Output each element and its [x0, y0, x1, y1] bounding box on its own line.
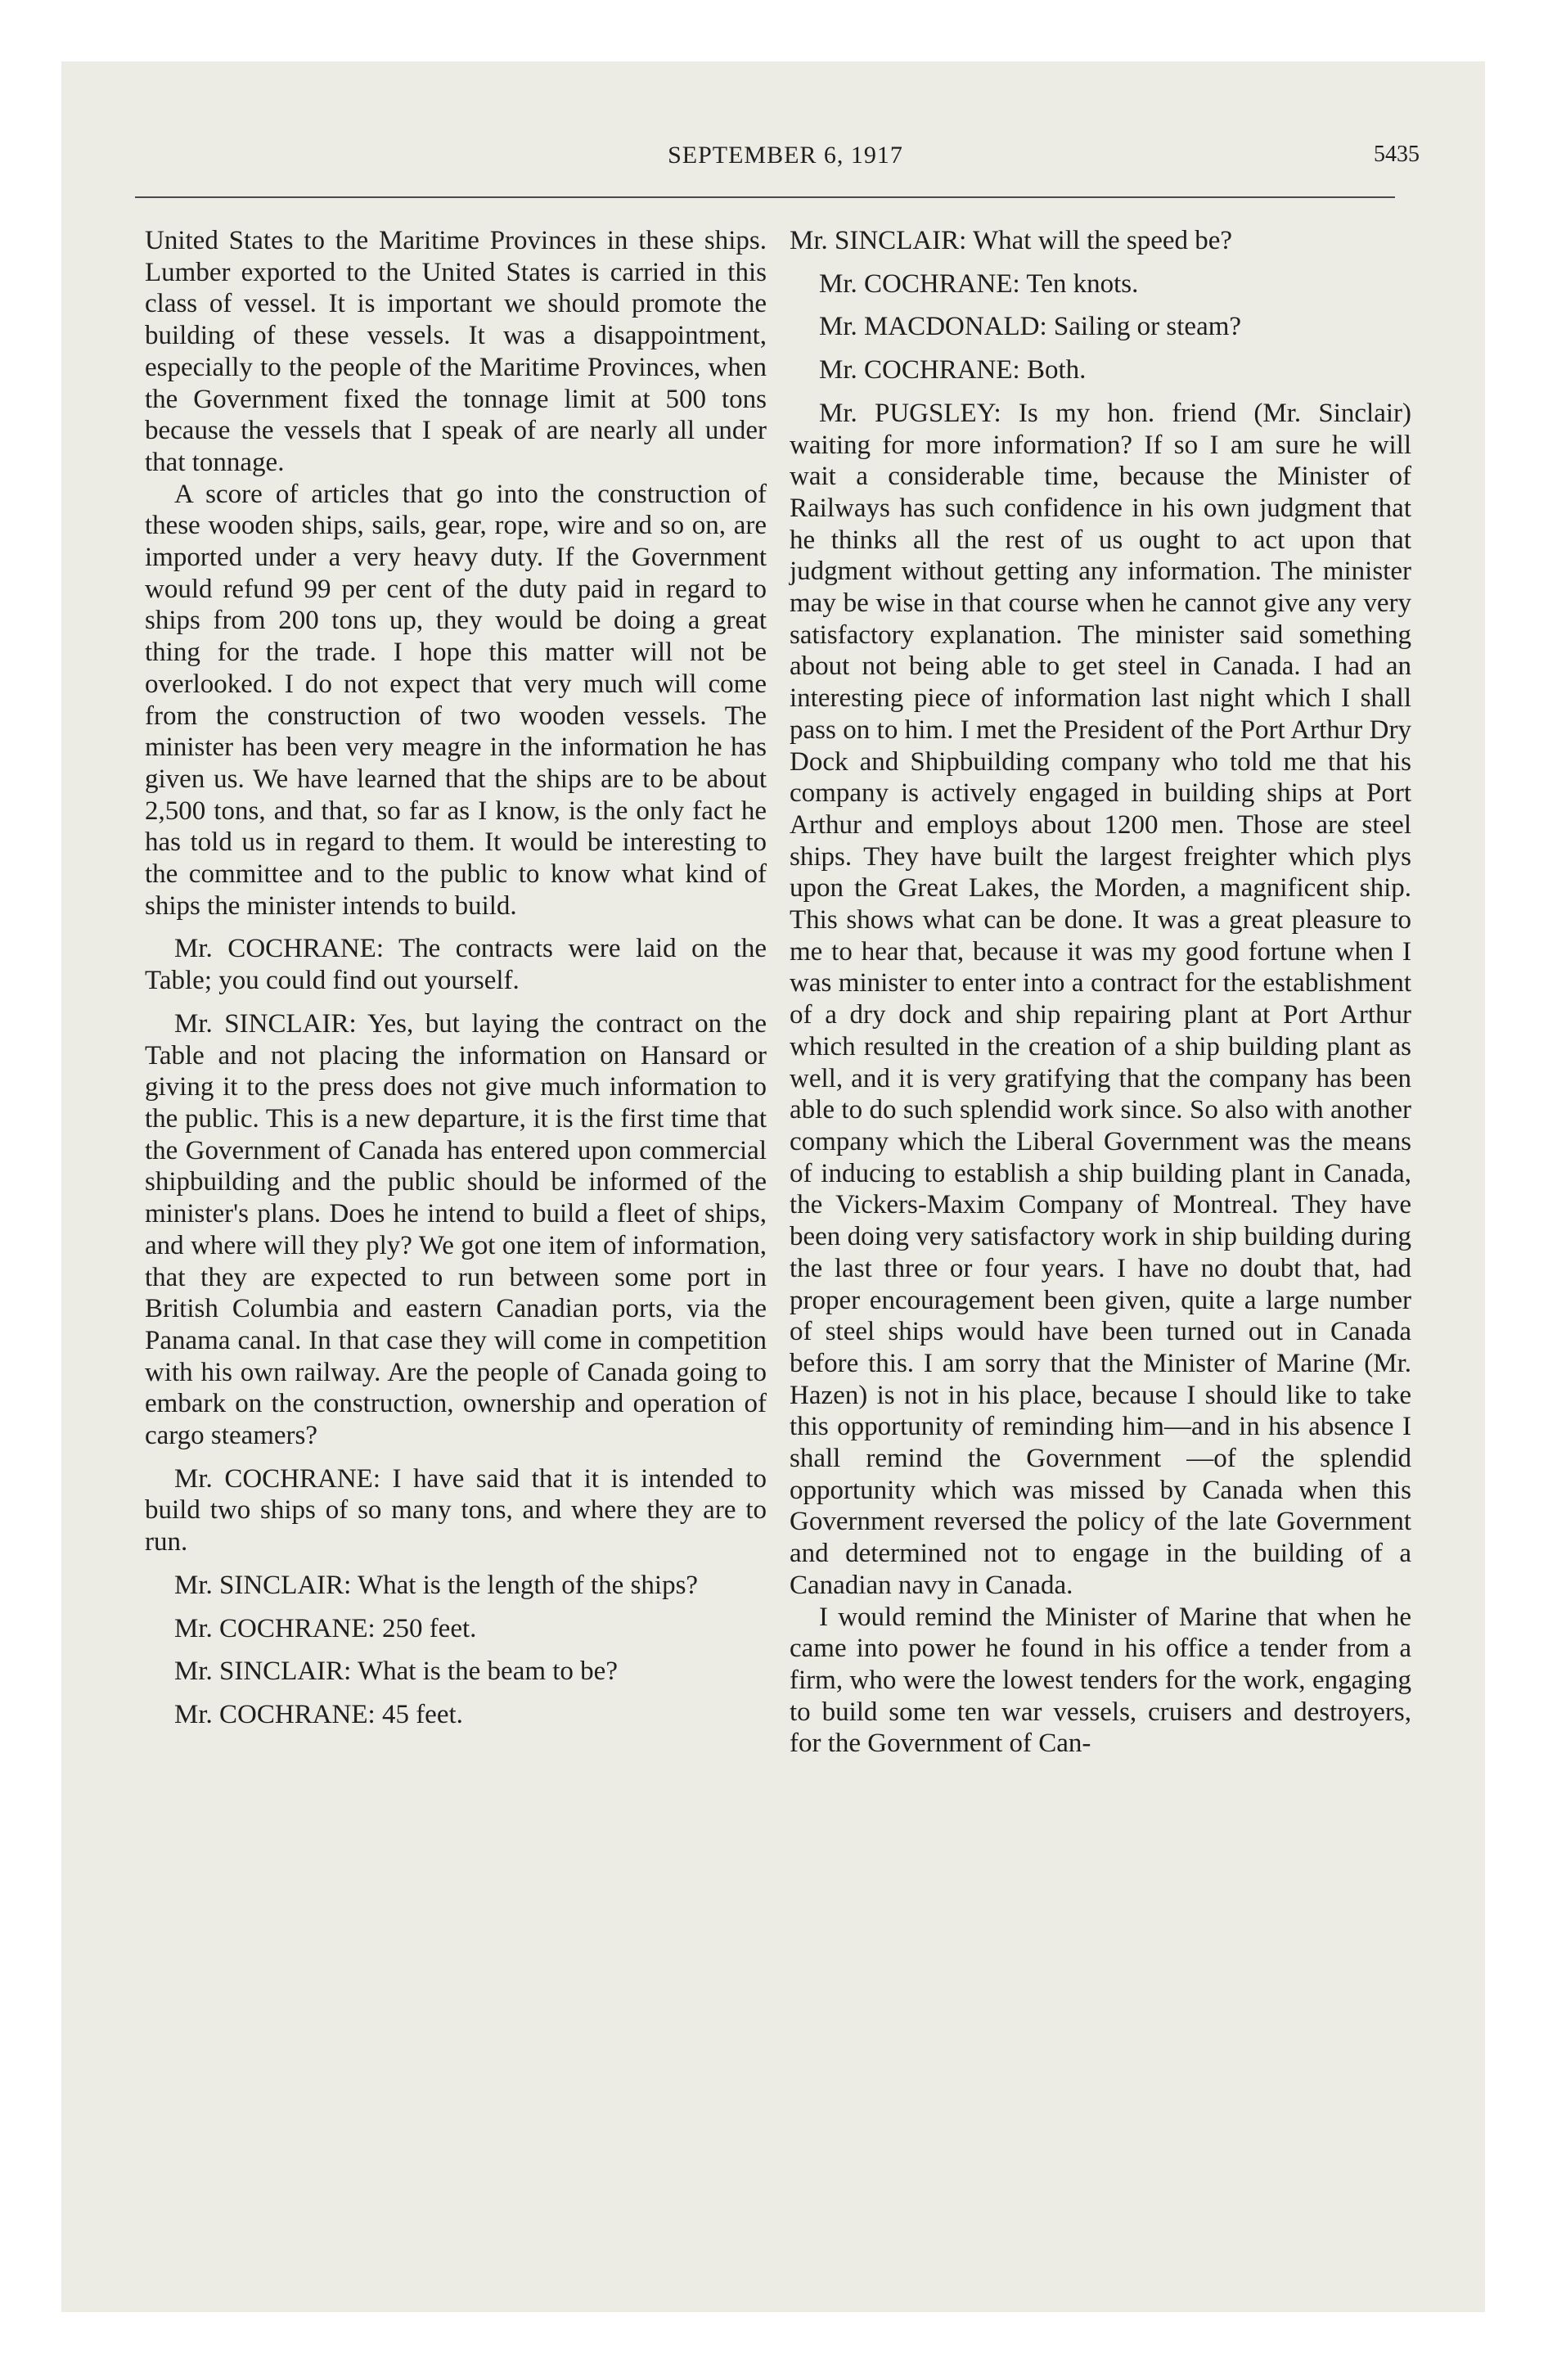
speech-paragraph: Mr. SINCLAIR: What will the speed be?	[790, 226, 1233, 255]
speech-paragraph: Mr. COCHRANE: The contracts were laid on the Table; you could find out yourself.	[145, 934, 767, 996]
left-column	[145, 225, 767, 1731]
speech-paragraph: Mr. COCHRANE: Ten knots.	[819, 268, 1139, 299]
speech-paragraph: Mr. COCHRANE: 45 feet.	[174, 1699, 463, 1729]
header-date: SEPTEMBER 6, 1917	[668, 142, 903, 169]
speech-paragraph: Mr. SINCLAIR: What is the beam to be?	[174, 1657, 618, 1687]
speech-paragraph: Mr. SINCLAIR: What is the length of the ships?	[174, 1570, 699, 1600]
speech-paragraph: Mr. SINCLAIR: Yes, but laying the contract on the Table and not placing the information on Hansard or giving it to the press does not give much information to the public. This is a new departure, it is the first time that the Government of Canada has entered upon commercial shipbuilding and the public should be informed of the minister's plans. Does he intend to build a fleet of ships, and where will they ply? We got one item of information, that they are expected to run between some port in British Columbia and eastern Canadian ports, via the Panama canal. In that case they will come in competition with his own railway. Are the people of Canada going to embark on the construction, ownership and operation of cargo steamers?	[145, 1008, 767, 1451]
speech-paragraph: Mr. COCHRANE: I have said that it is intended to build two ships of so many tons, and where they are to run.	[145, 1463, 767, 1557]
speech-paragraph: Mr. COCHRANE: Both.	[819, 355, 1087, 385]
speech-paragraph: Mr. COCHRANE: 250 feet.	[174, 1613, 477, 1643]
page-header	[61, 142, 1485, 174]
paragraph: A score of articles that go into the construction of these wooden ships, sails, gear, rope, wire and so on, are imported under a very heavy duty. If the Government would refund 99 per cent of the duty paid in regard to ships from 200 tons up, they would be doing a great thing for the trade. I hope this matter will not be overlooked. I do not expect that very much will come from the construction of two wooden vessels. The minister has been very meagre in the information he has given us. We have learned that the ships are to be about 2,500 tons, and that, so far as I know, is the only fact he has told us in regard to them. It would be interesting to the committee and to the public to know what kind of ships the minister intends to build.	[145, 479, 767, 921]
paragraph: I would remind the Minister of Marine that when he came into power he found in his office a tender from a firm, who were the lowest tenders for the work, engaging to build some ten war vessels, cruisers and destroyers, for the Government of Can-	[790, 1602, 1411, 1759]
hansard-page	[61, 61, 1485, 2312]
page-number: 5435	[1374, 142, 1420, 167]
header-rule	[135, 196, 1395, 198]
speech-paragraph: Mr. PUGSLEY: Is my hon. friend (Mr. Sinclair) waiting for more information? If so I am sure he will wait a considerable time, because the Minister of Railways has such confidence in his own judgment that he thinks all the rest of us ought to act upon that judgment without getting any information. The minister may be wise in that course when he cannot give any very satisfactory explanation. The minister said something about not being able to get steel in Canada. I had an interesting piece of information last night which I shall pass on to him. I met the President of the Port Arthur Dry Dock and Shipbuilding company who told me that his company is actively engaged in building ships at Port Arthur and employs about 1200 men. Those are steel ships. They have built the largest freighter which plys upon the Great Lakes, the Morden, a magnificent ship. This shows what can be done. It was a great pleasure to me to hear that, because it was my good fortune when I was minister to enter into a contract for the establishment of a dry dock and ship repairing plant at Port Arthur which resulted in the creation of a ship building plant as well, and it is very gratifying that the company has been able to do such splendid work since. So also with another company which the Liberal Government was the means of inducing to establish a ship building plant in Canada, the Vickers-Maxim Company of Montreal. They have been doing very satisfactory work in ship building during the last three or four years. I have no doubt that, had proper encouragement been given, quite a large number of steel ships would have been turned out in Canada before this. I am sorry that the Minister of Marine (Mr. Hazen) is not in his place, because I should like to take this opportunity of reminding him—and in his absence I shall remind the Government —of the splendid opportunity which was missed by Canada when this Government reversed the policy of the late Government and determined not to engage in the building of a Canadian navy in Canada.	[790, 398, 1411, 1600]
paragraph: United States to the Maritime Provinces in these ships. Lumber exported to the United States is carried in this class of vessel. It is important we should promote the building of these vessels. It was a disappointment, especially to the people of the Maritime Provinces, when the Government fixed the tonnage limit at 500 tons because the vessels that I speak of are nearly all under that tonnage.	[145, 226, 767, 477]
right-column	[790, 225, 1411, 1760]
speech-paragraph: Mr. MACDONALD: Sailing or steam?	[819, 312, 1242, 342]
